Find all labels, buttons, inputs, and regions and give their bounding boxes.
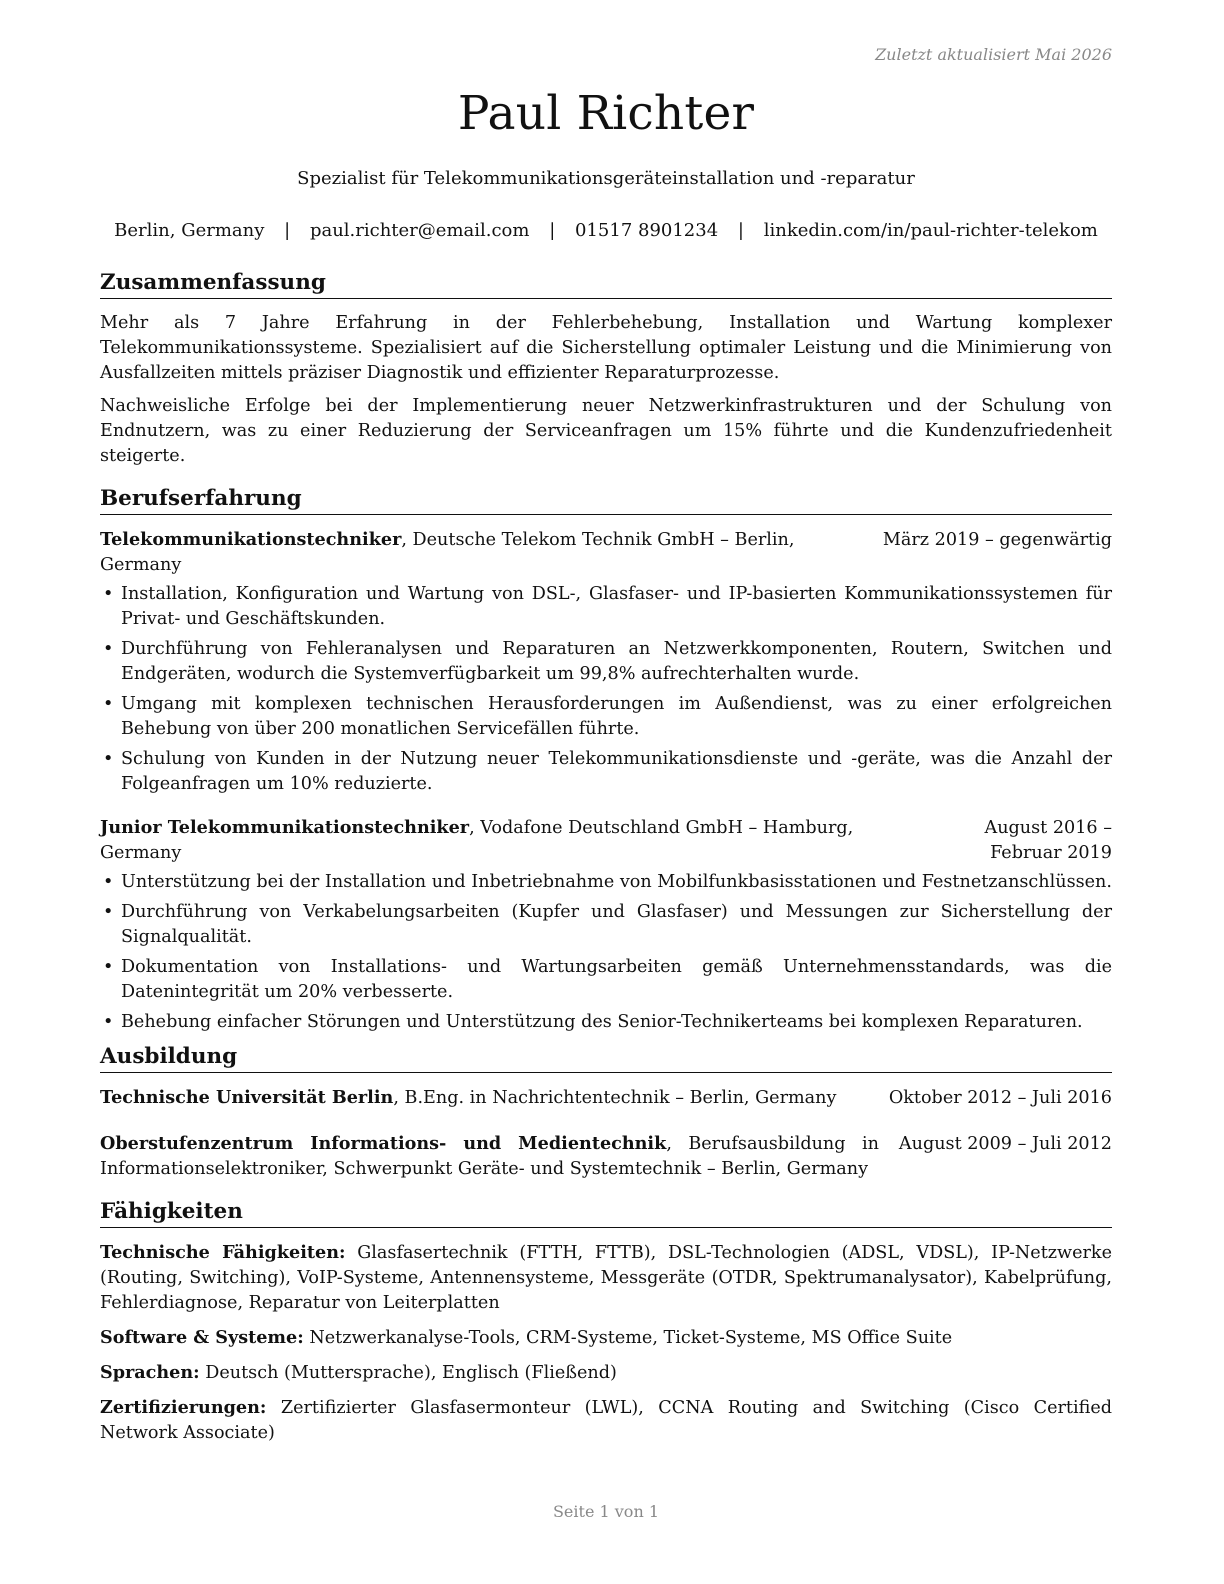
skill-value: Glasfasertechnik (FTTH, FTTB), DSL-Technologien (ADSL, VDSL), IP-Netzwerke (Routing, Switching), VoIP-Systeme, Antennensysteme, Messgeräte (OTDR, Spektrumanalysator), Kabelprüfung, Fehlerdiagnose, Reparatur von Leiterplatten [100, 1243, 1112, 1313]
skill-value: Netzwerkanalyse-Tools, CRM-Systeme, Ticket-Systeme, MS Office Suite [309, 1328, 953, 1348]
skill-label: Software & Systeme: [100, 1327, 304, 1348]
skill-row [100, 1325, 1112, 1351]
skill-row [100, 1395, 1112, 1446]
list-item: • Unterstützung bei der Installation und Inbetriebnahme von Mobilfunkbasisstationen und Festnetzanschlüssen. [100, 870, 1112, 895]
skill-row [100, 1360, 1112, 1386]
education-entry [100, 1131, 1112, 1182]
contact-line [0, 220, 1212, 241]
job-company: , Deutsche Telekom Technik GmbH – Berlin, Germany [100, 530, 795, 575]
resume-body [100, 270, 1112, 1455]
skill-label: Zertifizierungen: [100, 1397, 267, 1418]
candidate-subtitle: Spezialist für Telekommunikationsgeräteinstallation und -reparatur [297, 168, 915, 189]
section-title-education: Ausbildung [100, 1044, 1112, 1073]
job-header [100, 815, 1112, 866]
job-role: Junior Telekommunikationstechniker [100, 817, 470, 838]
job-header [100, 527, 1112, 578]
section-title-skills: Fähigkeiten [100, 1199, 1112, 1228]
list-item: • Behebung einfacher Störungen und Unterstützung des Senior-Technikerteams bei komplexen Reparaturen. [100, 1010, 1112, 1035]
list-item: • Durchführung von Verkabelungsarbeiten (Kupfer und Glasfaser) und Messungen zur Sicherstellung der Signalqualität. [100, 900, 1112, 950]
job-bullet-list [100, 870, 1112, 1035]
list-item: • Installation, Konfiguration und Wartung von DSL-, Glasfaser- und IP-basierten Kommunikationssystemen für Privat- und Geschäftskunden. [100, 582, 1112, 632]
contact-separator: | [737, 220, 744, 241]
contact-location: Berlin, Germany [114, 220, 265, 241]
job-company: , Vodafone Deutschland GmbH – Hamburg, Germany [100, 818, 854, 863]
section-title-experience: Berufserfahrung [100, 486, 1112, 515]
education-entry [100, 1085, 1112, 1111]
job-role: Telekommunikationstechniker [100, 529, 402, 550]
skill-value: Zertifizierter Glasfasermonteur (LWL), CCNA Routing and Switching (Cisco Certified Network Associate) [100, 1398, 1112, 1443]
education-detail: , B.Eng. in Nachrichtentechnik – Berlin, Germany [393, 1088, 837, 1108]
candidate-name: Paul Richter [457, 86, 755, 141]
contact-phone[interactable]: 01517 8901234 [575, 220, 719, 241]
education-detail: , Berufsausbildung in Informationselektroniker, Schwerpunkt Geräte- und Systemtechnik – Berlin, Germany [100, 1134, 879, 1179]
education-school: Technische Universität Berlin [100, 1087, 394, 1108]
education-dates: Oktober 2012 – Juli 2016 [888, 1088, 1112, 1108]
contact-linkedin[interactable]: linkedin.com/in/paul-richter-telekom [763, 220, 1098, 241]
job-dates: März 2019 – gegenwärtig [882, 530, 1112, 550]
contact-separator: | [549, 220, 556, 241]
skill-label: Technische Fähigkeiten: [100, 1242, 346, 1263]
list-item: • Dokumentation von Installations- und Wartungsarbeiten gemäß Unternehmensstandards, was die Datenintegrität um 20% verbesserte. [100, 955, 1112, 1005]
skill-value: Deutsch (Muttersprache), Englisch (Fließend) [205, 1363, 617, 1383]
summary-paragraph: Mehr als 7 Jahre Erfahrung in der Fehlerbehebung, Installation und Wartung komplexer Telekommunikationssysteme. Spezialisiert auf die Sicherstellung optimaler Leistung und die Minimierung von Ausfallzeiten mittels präziser Diagnostik und effizienter Reparaturprozesse. [100, 313, 1112, 383]
list-item: • Durchführung von Fehleranalysen und Reparaturen an Netzwerkkomponenten, Routern, Switchen und Endgeräten, wodurch die Systemverfügbarkeit um 99,8% aufrechterhalten wurde. [100, 637, 1112, 687]
contact-separator: | [284, 220, 291, 241]
skill-label: Sprachen: [100, 1362, 200, 1383]
section-title-summary: Zusammenfassung [100, 270, 1112, 299]
list-item: • Umgang mit komplexen technischen Herausforderungen im Außendienst, was zu einer erfolgreichen Behebung von über 200 monatlichen Servicefällen führte. [100, 692, 1112, 742]
page-number: Seite 1 von 1 [552, 1502, 660, 1521]
job-bullet-list [100, 582, 1112, 797]
contact-email[interactable]: paul.richter@email.com [309, 220, 530, 241]
education-dates: August 2009 – Juli 2012 [898, 1134, 1112, 1154]
list-item: • Schulung von Kunden in der Nutzung neuer Telekommunikationsdienste und -geräte, was die Anzahl der Folgeanfragen um 10% reduzierte. [100, 747, 1112, 797]
job-dates: August 2016 – Februar 2019 [984, 818, 1112, 863]
summary-paragraph: Nachweisliche Erfolge bei der Implementierung neuer Netzwerkinfrastrukturen und der Schulung von Endnutzern, was zu einer Reduzierung der Serviceanfragen um 15% führte und die Kundenzufriedenheit steigerte. [100, 396, 1112, 466]
education-school: Oberstufenzentrum Informations- und Medientechnik [100, 1133, 667, 1154]
last-updated: Zuletzt aktualisiert Mai 2026 [875, 45, 1112, 64]
skill-row [100, 1240, 1112, 1316]
